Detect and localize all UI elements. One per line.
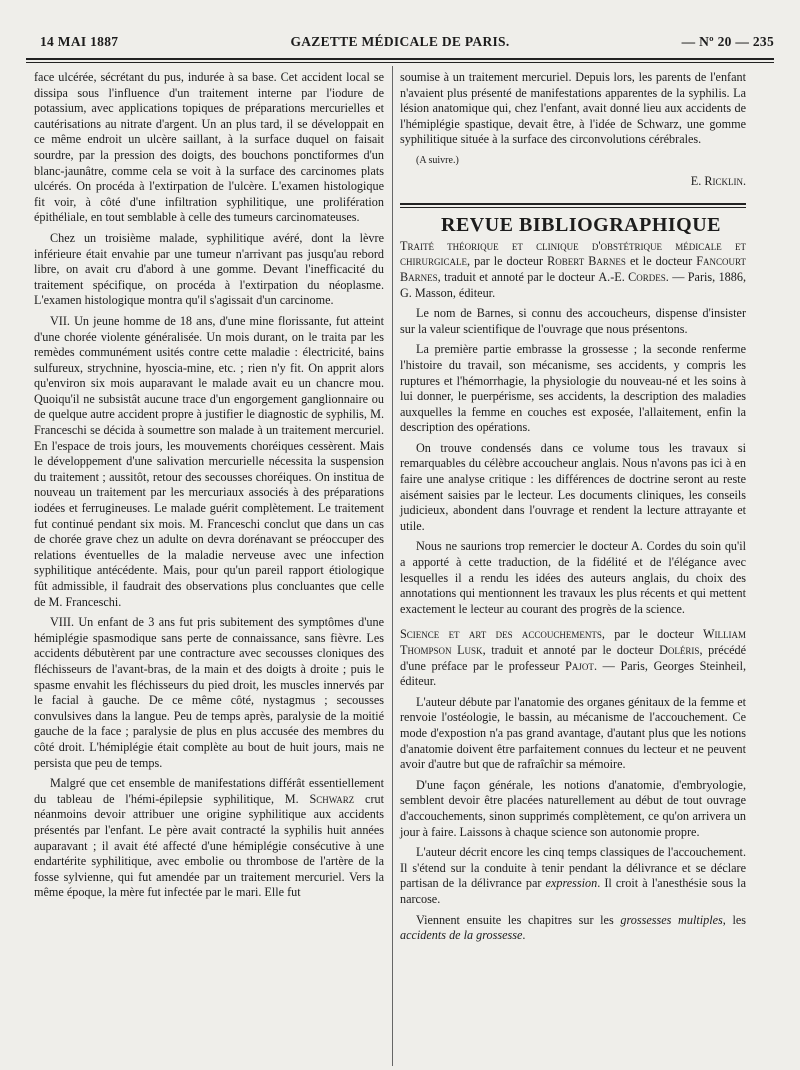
- emphasis: grossesses multiples: [620, 912, 723, 927]
- text-run: , traduit et annoté par le docteur: [482, 643, 660, 657]
- text-run: , les: [722, 912, 746, 927]
- signature: E. Ricklin.: [690, 173, 746, 188]
- author-name: Schwarz: [309, 791, 355, 806]
- book-title: Science et art des accouchements,: [400, 627, 605, 642]
- paragraph: [400, 845, 746, 907]
- section-title: REVUE BIBLIOGRAPHIQUE: [441, 214, 721, 237]
- right-column: [400, 70, 746, 949]
- text-run: , précédé d'une préface par le professeur: [400, 643, 747, 673]
- author-name: A.-E. Cordes: [598, 269, 666, 284]
- text-run: , traduit et annoté par le docteur: [437, 269, 599, 284]
- author-name: Doléris: [659, 643, 700, 657]
- text-run: crut néanmoins devoir attribuer une origine syphilitique aux accidents présentés par l'enfant. Le père avait contracté la syphilis huit années auparavant ; il avait été affecté d'une hémiplégie consécutive à une endartérite syphilitique, avec embolie ou thrombose de l'artère de la fosse sylvienne, qui fut amendée par un traitement mercuriel. Vers la même époque, la mère fut infectée par le mari. Elle fut: [34, 791, 384, 900]
- header-page-number: — Nº 20 — 235: [681, 34, 774, 49]
- paragraph: soumise à un traitement mercuriel. Depuis lors, les parents de l'enfant n'avaient plus présenté de manifestations apparentes de la syphilis. La lésion anatomique qui, chez l'enfant, avait donné lieu aux accidents de l'hémiplégie spastique, devait être, à l'idée de Schwarz, une gomme syphilitique située à la surface des circonvolutions cérébrales.: [400, 70, 746, 147]
- header-rule: [26, 58, 774, 63]
- text-run: par le docteur: [604, 627, 703, 642]
- left-column: [34, 70, 384, 906]
- paragraph: Chez un troisième malade, syphilitique avéré, dont la lèvre inférieure était envahie par une tumeur n'arrivant pas jusqu'au rebord libre, on avait cru d'abord à une gomme. Devant l'inefficacité du traitement spécifique, on procéda à l'extirpation du néoplasme. L'examen histologique montra qu'il s'agissait d'un carcinome.: [34, 230, 384, 308]
- paragraph: face ulcérée, sécrétant du pus, indurée à sa base. Cet accident local se dissipa sous l'influence d'un traitement interne par l'iodure de potassium, avec applications topiques de préparations mercurielles et cautérisations au nitrate d'argent. Un an plus tard, il se développait en ce même endroit un ulcère saillant, à la surface duquel on faisait sourdre, par la pression des doigts, des bouchons ponctiformes d'un blanc-jaunâtre, comme cela se voit à la surface des carcinomes plats ulcérés. On procéda à l'extirpation de l'ulcère. L'examen histologique fit voir, à côté d'une infiltration syphilitique, une prolifération épithéliale, en tout semblable à celle des tumeurs carcinomateuses.: [34, 70, 384, 225]
- text-run: .: [522, 928, 526, 943]
- paragraph: [400, 913, 746, 944]
- paragraph: VIII. Un enfant de 3 ans fut pris subitement des symptômes d'une hémiplégie spasmodique sans perte de connaissance, sans fièvre. Les accidents débutèrent par une contracture avec secousses cloniques des fléchisseurs de l'avant-bras, de la main et des doigts à droite ; puis le spasme envahit les fléchisseurs du pied droit, les muscles innervés par le facial à gauche. De ce même côté, nystagmus ; secousses convulsives dans la langue. Peu de temps après, paralysie de la moitié gauche de la face ; paralysie de plus en plus accusée des membres du côté droit. L'hémiplégie était complète au bout de huit jours, mais ne persista que peu de temps.: [34, 615, 384, 770]
- emphasis: expression: [545, 876, 598, 891]
- section-rule: [400, 203, 746, 208]
- emphasis: accidents de la grossesse: [400, 928, 523, 943]
- paragraph: L'auteur débute par l'anatomie des organes génitaux de la femme et renvoie l'ostéologie, le bassin, au mécanisme de l'accouchement. Ce mode d'expostion n'a pas grand avantage, d'autant plus que les notions d'anatomie doivent être parfaitement connues du lecteur et ne peuvent avoir d'autre but que de rafraîchir sa mémoire.: [400, 694, 746, 772]
- header-date: 14 MAI 1887: [40, 34, 119, 49]
- author-name: William Thompson Lusk: [400, 627, 746, 657]
- text-run: . — Paris, Georges Steinheil, éditeur.: [400, 658, 746, 689]
- column-divider: [392, 66, 393, 1066]
- header-journal-title: GAZETTE MÉDICALE DE PARIS.: [290, 34, 510, 49]
- paragraph: VII. Un jeune homme de 18 ans, d'une mine florissante, fut atteint d'une chorée violente généralisée. Un mois durant, on le traita par les remèdes communément usités contre cette maladie : électricité, bains sulfureux, strychnine, hyoscia-mine, etc. ; rien n'y fit. On apprit alors qu'environ six mois auparavant le malade avait eu un chancre mou. Quoiqu'il ne subsistât aucune trace d'un engorgement ganglionnaire ou de quelque autre accident propre à justifier le diagnostic de syphilis, M. Franceschi se décida à soumettre son malade à un traitement mercuriel. En l'espace de trois jours, les mouvements choréiques cessèrent. Mais le développement d'une salivation mercurielle nécessita la suspension du traitement ; aussitôt, retour des secousses choréiques. On institua de nouveau un traitement par les mercuriaux associés à des préparations iodées et ferrugineuses. Le malade guérit complètement. Le traitement fut continué pendant six mois. M. Franceschi conclut que dans un cas de chorée grave chez un adulte on devra dorénavant se préoccuper des relations éventuelles de la maladie nerveuse avec une infection syphilitique antécédente. Mais, pour qu'un pareil rapport étiologique fût admissible, il faudrait des observations plus concluantes que celle de M. Franceschi.: [34, 313, 384, 609]
- author-name: Pajot: [565, 658, 594, 673]
- author-name: Fancourt Barnes: [400, 254, 746, 284]
- book-title: Traité théorique et clinique d'obstétrique médicale et chirurgicale,: [400, 238, 746, 269]
- paragraph: On trouve condensés dans ce volume tous les travaux si remarquables du célèbre accoucheur anglais. Nous n'avons pas ici à en faire une analyse critique : les différences de doctrine seront au reste aisément saisies par le lecteur. Les documents cliniques, les conseils judicieux, abondent dans l'ouvrage et rendent la lecture attrayante et utile.: [400, 440, 746, 533]
- text-run: par le docteur: [470, 254, 548, 269]
- bibliography-entry: [400, 239, 746, 301]
- text-run: Malgré que cet ensemble de manifestations différât essentiellement du tableau de l'hémi-épilepsie syphilitique, M.: [34, 776, 384, 806]
- paragraph: [34, 776, 384, 901]
- paragraph: Nous ne saurions trop remercier le docteur A. Cordes du soin qu'il a apporté à cette traduction, de la fidélité et de l'élégance avec lesquelles il a rendu les idées des auteurs anglais, du choix des annotations qui mentionnent les travaux les plus récents et qui mettent exactement le lecteur au courant des progrès de la science.: [400, 539, 746, 616]
- paragraph: Le nom de Barnes, si connu des accoucheurs, dispense d'insister sur la valeur scientifique de l'ouvrage que nous présentons.: [400, 306, 746, 336]
- bibliography-entry: [400, 627, 746, 689]
- to-be-continued: (A suivre.): [416, 154, 459, 166]
- paragraph: La première partie embrasse la grossesse ; la seconde renferme l'histoire du travail, son mécanisme, ses accidents, y compris les ruptures et l'hémorrhagie, la physiologie du nouveau-né et les soins à lui donner, le puerpérisme, ses accidents, la description des maladies auxquelles la femme en couches est exposée, l'allaitement, enfin la description des opérations.: [400, 342, 746, 435]
- page-header: [26, 34, 774, 56]
- text-run: . Il croit à l'anesthésie sous la narcose.: [400, 876, 746, 906]
- author-name: Robert Barnes: [547, 254, 626, 269]
- paragraph: D'une façon générale, les notions d'anatomie, d'embryologie, semblent devoir être placées naturellement au début de tout ouvrage d'accouchements, sinon supprimés complètement, ce qu'on arrivera un jour à faire. Laissons à chaque science son autonomie propre.: [400, 777, 746, 839]
- text-run: et le docteur: [625, 254, 697, 269]
- text-run: L'auteur décrit encore les cinq temps classiques de l'accouchement. Il s'étend sur la conduite à tenir pendant la délivrance et se déclare partisan de la délivrance par: [400, 845, 746, 891]
- text-run: Viennent ensuite les chapitres sur les: [416, 912, 621, 927]
- text-run: . — Paris, 1886, G. Masson, éditeur.: [400, 269, 747, 300]
